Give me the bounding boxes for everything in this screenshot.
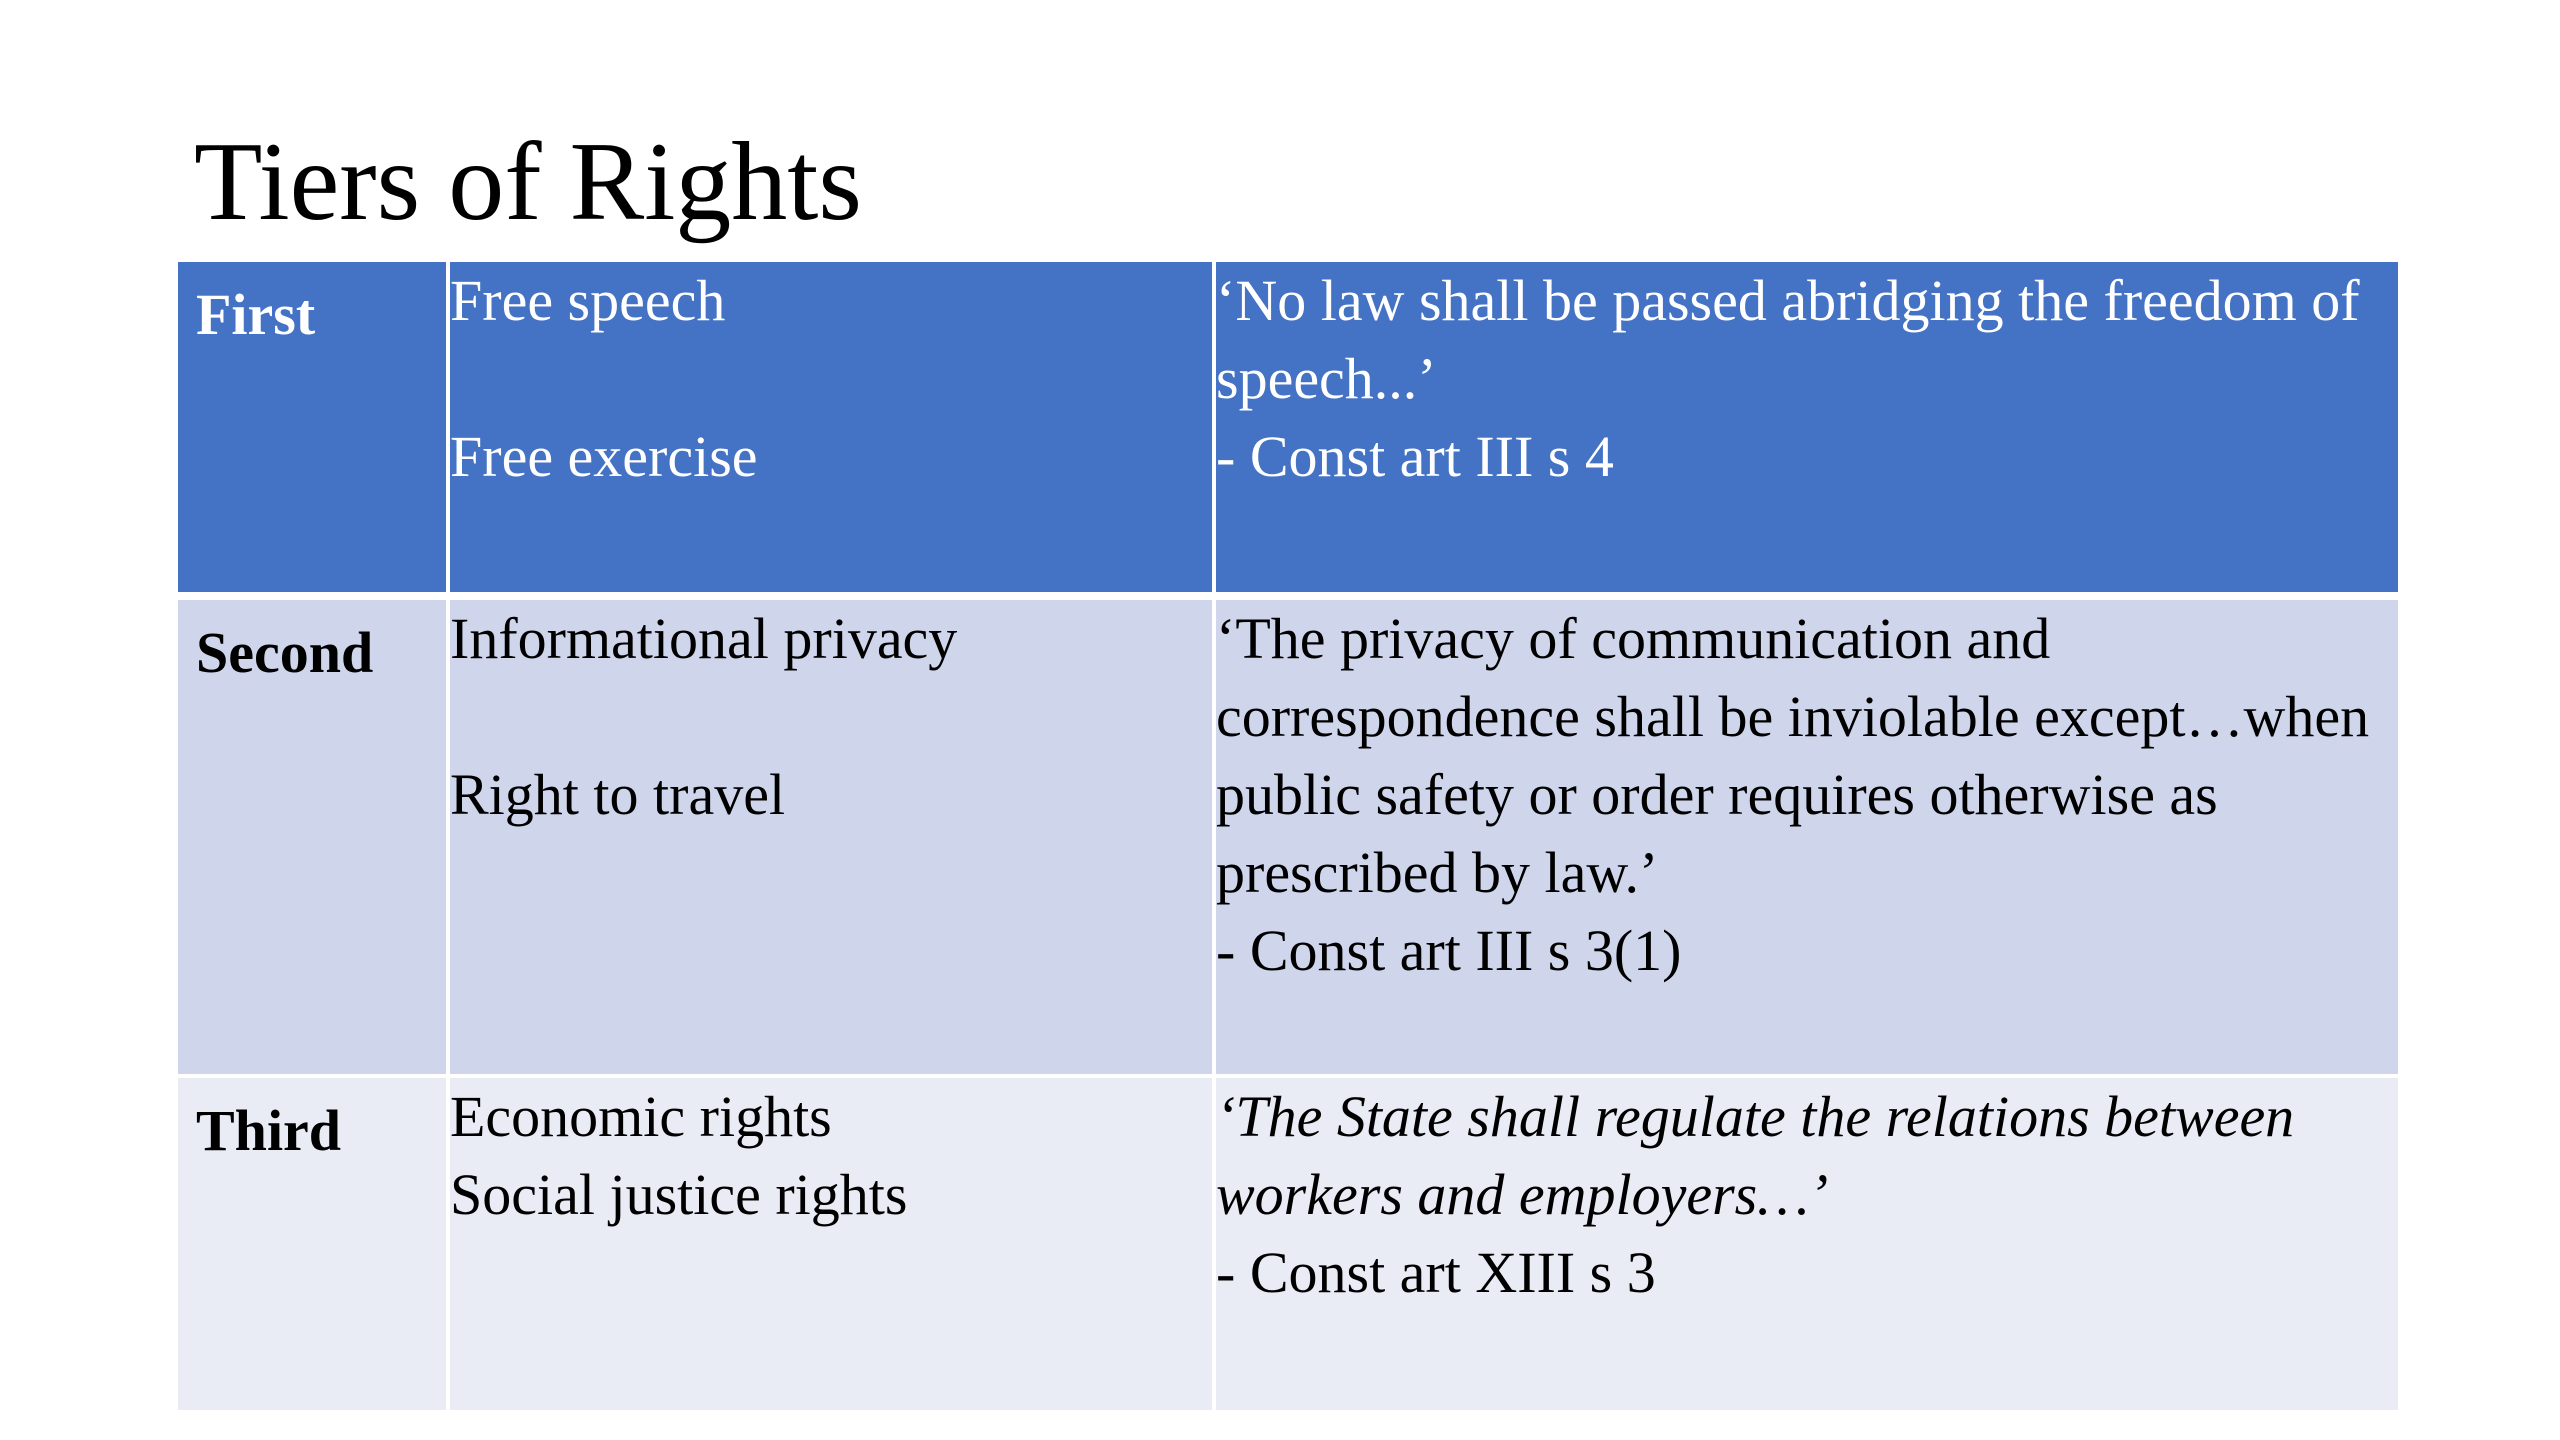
- constitution-citation: - Const art XIII s 3: [1216, 1240, 1656, 1305]
- tier-label: Third: [196, 1098, 342, 1163]
- tier-cell: [178, 1076, 448, 1410]
- rights-cell: [448, 596, 1214, 1076]
- tier-label: Second: [196, 620, 374, 685]
- tier-label: First: [196, 282, 316, 347]
- table-row: [178, 262, 2398, 596]
- rights-cell: [448, 262, 1214, 596]
- right-item: Right to travel: [450, 762, 786, 827]
- rights-table: [178, 262, 2398, 1410]
- quote-cell: [1214, 262, 2398, 596]
- tier-cell: [178, 596, 448, 1076]
- slide-title: Tiers of Rights: [194, 120, 863, 244]
- right-item: Informational privacy: [450, 606, 958, 671]
- constitution-citation: - Const art III s 4: [1216, 424, 1614, 489]
- tier-cell: [178, 262, 448, 596]
- rights-cell: [448, 1076, 1214, 1410]
- constitution-quote: ‘No law shall be passed abridging the freedom of speech...’: [1216, 268, 2360, 411]
- right-item: Free speech: [450, 268, 726, 333]
- right-item: Economic rights: [450, 1084, 832, 1149]
- right-item: Free exercise: [450, 424, 758, 489]
- constitution-quote: ‘The State shall regulate the relations between workers and employers…’: [1216, 1084, 2295, 1227]
- quote-cell: [1214, 596, 2398, 1076]
- table-row: [178, 596, 2398, 1076]
- constitution-citation: - Const art III s 3(1): [1216, 918, 1682, 983]
- right-item: Social justice rights: [450, 1162, 908, 1227]
- quote-cell: [1214, 1076, 2398, 1410]
- table-row: [178, 1076, 2398, 1410]
- constitution-quote: ‘The privacy of communication and correspondence shall be inviolable except…when public safety or order requires otherwise as prescribed by law.’: [1216, 606, 2370, 905]
